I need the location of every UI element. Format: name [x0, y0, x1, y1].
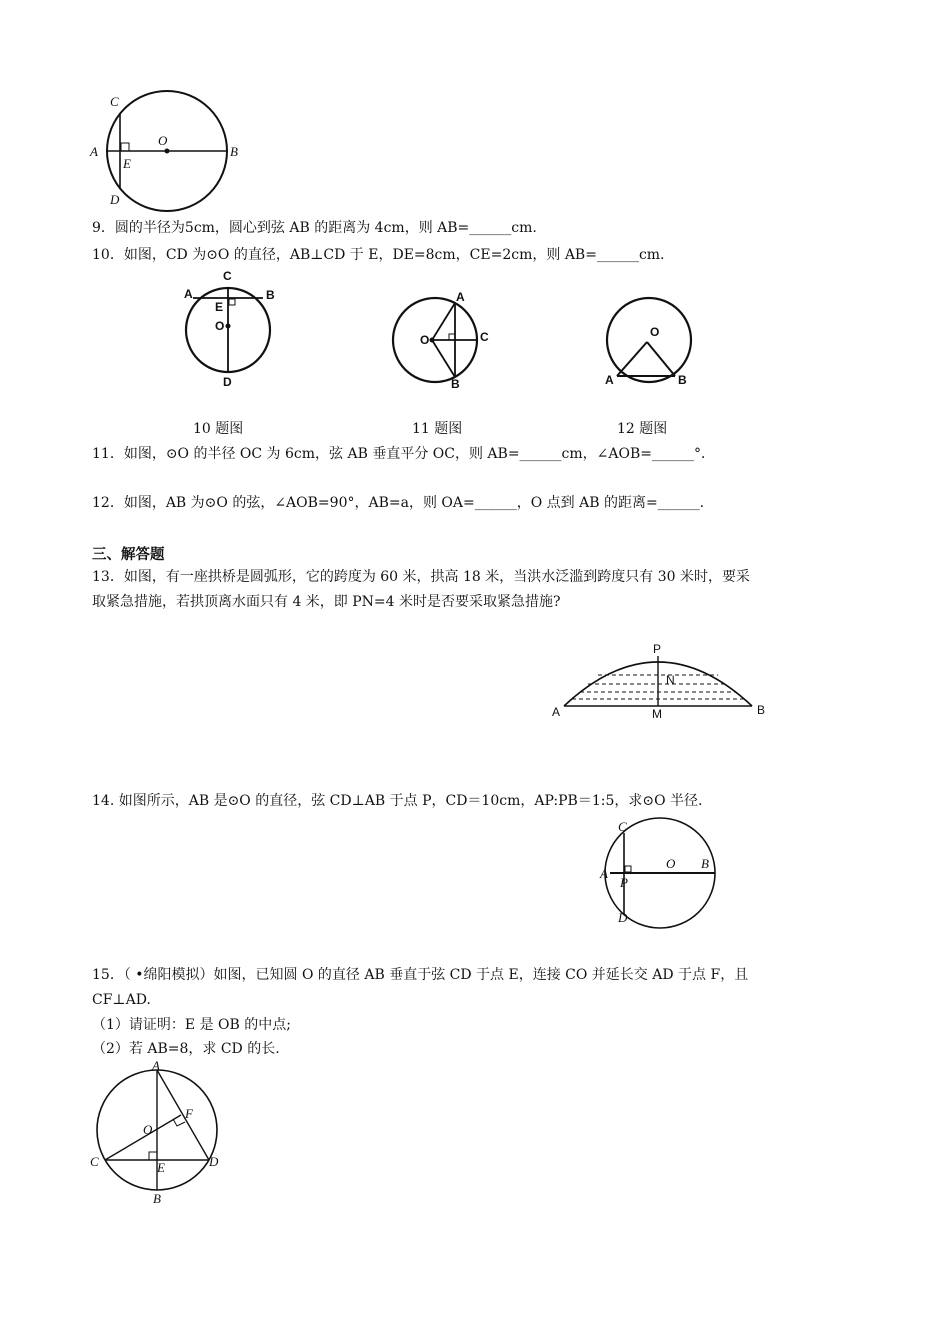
right-angle-mark — [121, 143, 129, 151]
label-a: A — [552, 705, 561, 719]
figure-q14 — [596, 816, 736, 936]
label-b: B — [153, 1191, 161, 1206]
label-a: A — [456, 290, 465, 304]
label-e: E — [157, 1160, 165, 1175]
label-d: D — [223, 375, 232, 389]
label-c: C — [223, 269, 232, 283]
label-c: C — [480, 330, 489, 344]
right-angle-mark-e — [149, 1152, 157, 1160]
figure-q13 — [550, 640, 790, 740]
right-angle-mark — [229, 299, 235, 305]
figure-q9 — [88, 90, 268, 230]
label-b: B — [701, 856, 709, 871]
question-15-line2: CF⊥AD. — [92, 992, 151, 1008]
question-10: 10．如图，CD 为⊙O 的直径，AB⊥CD 于 E，DE=8cm，CE=2cm，则 AB=______cm. — [92, 247, 665, 263]
label-b: B — [757, 703, 766, 717]
figure-11 — [380, 284, 500, 404]
question-11: 11．如图，⊙O 的半径 OC 为 6cm，弦 AB 垂直平分 OC，则 AB=______cm，∠AOB=______°． — [92, 446, 716, 462]
label-a: A — [152, 1058, 160, 1073]
label-b: B — [678, 373, 687, 387]
label-p: P — [620, 875, 628, 890]
center-dot — [165, 149, 170, 154]
label-b: B — [451, 377, 460, 391]
right-angle-mark-f — [173, 1119, 185, 1126]
label-o: O — [650, 325, 660, 339]
section-heading: 三、解答题 — [92, 547, 165, 563]
radius-ob — [432, 340, 455, 377]
label-d: D — [110, 192, 120, 207]
label-c: C — [90, 1154, 99, 1169]
question-13-line2: 取紧急措施，若拱顶离水面只有 4 米，即 PN=4 米时是否要采取紧急措施? — [92, 594, 561, 610]
figure-q15 — [88, 1060, 228, 1205]
question-12: 12．如图，AB 为⊙O 的弦，∠AOB=90°，AB=a，则 OA=______，O 点到 AB 的距离=______. — [92, 495, 705, 511]
question-9: 9．圆的半径为5cm，圆心到弦 AB 的距离为 4cm，则 AB=______cm. — [92, 220, 537, 236]
label-f: F — [185, 1106, 193, 1121]
label-a: A — [605, 373, 614, 387]
label-p: P — [653, 642, 662, 656]
label-b: B — [266, 288, 275, 302]
label-a: A — [184, 287, 193, 301]
label-o: O — [420, 333, 430, 347]
circle — [607, 298, 691, 382]
label-m: M — [652, 707, 662, 721]
question-14: 14. 如图所示，AB 是⊙O 的直径，弦 CD⊥AB 于点 P，CD＝10cm，AP:PB＝1:5，求⊙O 半径. — [92, 793, 703, 809]
caption-fig11: 11 题图 — [412, 421, 463, 437]
label-c: C — [618, 819, 627, 834]
caption-fig12: 12 题图 — [617, 421, 668, 437]
question-15-line1: 15．（ •绵阳模拟）如图，已知圆 O 的直径 AB 垂直于弦 CD 于点 E，连接 CO 并延长交 AD 于点 F，且 — [92, 967, 749, 983]
radius-oa — [617, 342, 647, 376]
question-15-part1: （1）请证明：E 是 OB 的中点; — [92, 1017, 291, 1033]
label-o: O — [215, 319, 225, 333]
label-b: B — [230, 144, 238, 159]
figure-10 — [170, 268, 290, 398]
label-e: E — [123, 156, 131, 171]
label-a: A — [600, 866, 608, 881]
label-a: A — [90, 144, 98, 159]
radius-ob — [647, 342, 675, 376]
label-d: D — [209, 1154, 219, 1169]
caption-fig10: 10 题图 — [193, 421, 244, 437]
label-o: O — [666, 856, 676, 871]
label-d: D — [618, 910, 628, 925]
center-dot — [430, 338, 435, 343]
center-dot — [226, 324, 231, 329]
question-13-line1: 13．如图，有一座拱桥是圆弧形，它的跨度为 60 米，拱高 18 米，当洪水泛滥到跨度只有 30 米时，要采 — [92, 569, 750, 585]
label-o: O — [158, 133, 168, 148]
label-e: E — [215, 300, 224, 314]
question-15-part2: （2）若 AB=8，求 CD 的长. — [92, 1041, 280, 1057]
label-o: O — [143, 1122, 153, 1137]
figure-12 — [595, 290, 715, 410]
label-c: C — [110, 94, 119, 109]
chord-ad — [157, 1070, 209, 1160]
right-angle-mark — [625, 866, 631, 872]
label-n: N — [666, 673, 675, 687]
